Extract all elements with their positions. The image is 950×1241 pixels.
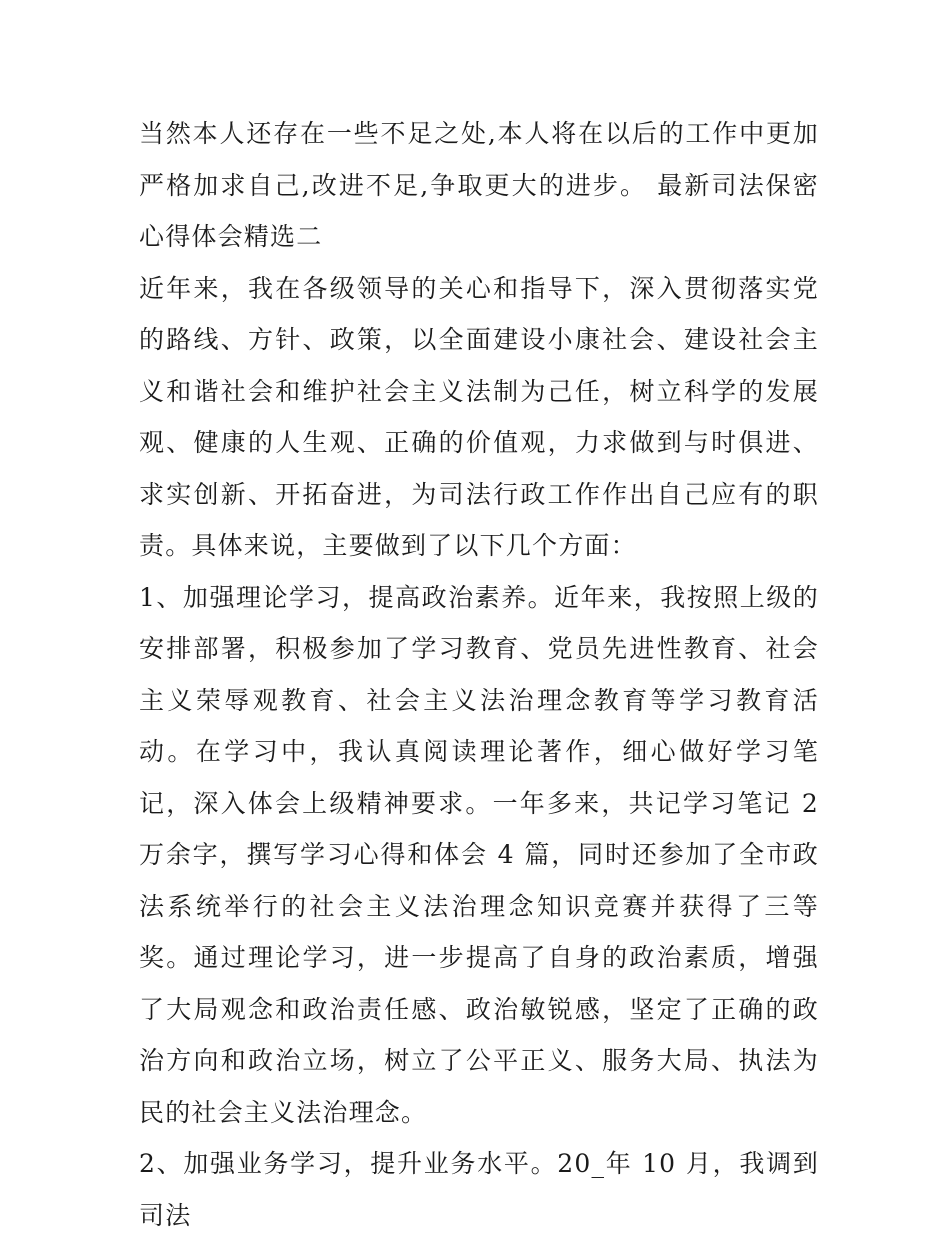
paragraph-intro: 近年来，我在各级领导的关心和指导下，深入贯彻落实党的路线、方针、政策，以全面建设小康社会、建设社会主义和谐社会和维护社会主义法制为己任，树立科学的发展观、健康的人生观、正确的价值观，力求做到与时俱进、求实创新、开拓奋进，为司法行政工作作出自己应有的职责。具体来说，主要做到了以下几个方面： <box>139 273 819 560</box>
paragraph-closing: 当然本人还存在一些不足之处,本人将在以后的工作中更加严格加求自己,改进不足,争取更大的进步。 最新司法保密心得体会精选二 <box>139 119 819 251</box>
paragraph-point-1: 1、加强理论学习，提高政治素养。近年来，我按照上级的安排部署，积极参加了学习教育、党员先进性教育、社会主义荣辱观教育、社会主义法治理念教育等学习教育活动。在学习中，我认真阅读理论著作，细心做好学习笔记，深入体会上级精神要求。一年多来，共记学习笔记 2 万余字，撰写学习心得和体会 4 篇，同时还参加了全市政法系统举行的社会主义法治理念知识竞赛并获得了三等奖。通过理论学习，进一步提高了自身的政治素质，增强了大局观念和政治责任感、政治敏锐感，坚定了正确的政治方向和政治立场，树立了公平正义、服务大局、执法为民的社会主义法治理念。 <box>139 582 819 1127</box>
paragraph-point-2: 2、加强业务学习，提升业务水平。20_年 10 月，我调到司法 <box>139 1149 819 1230</box>
document-body <box>139 108 819 1241</box>
